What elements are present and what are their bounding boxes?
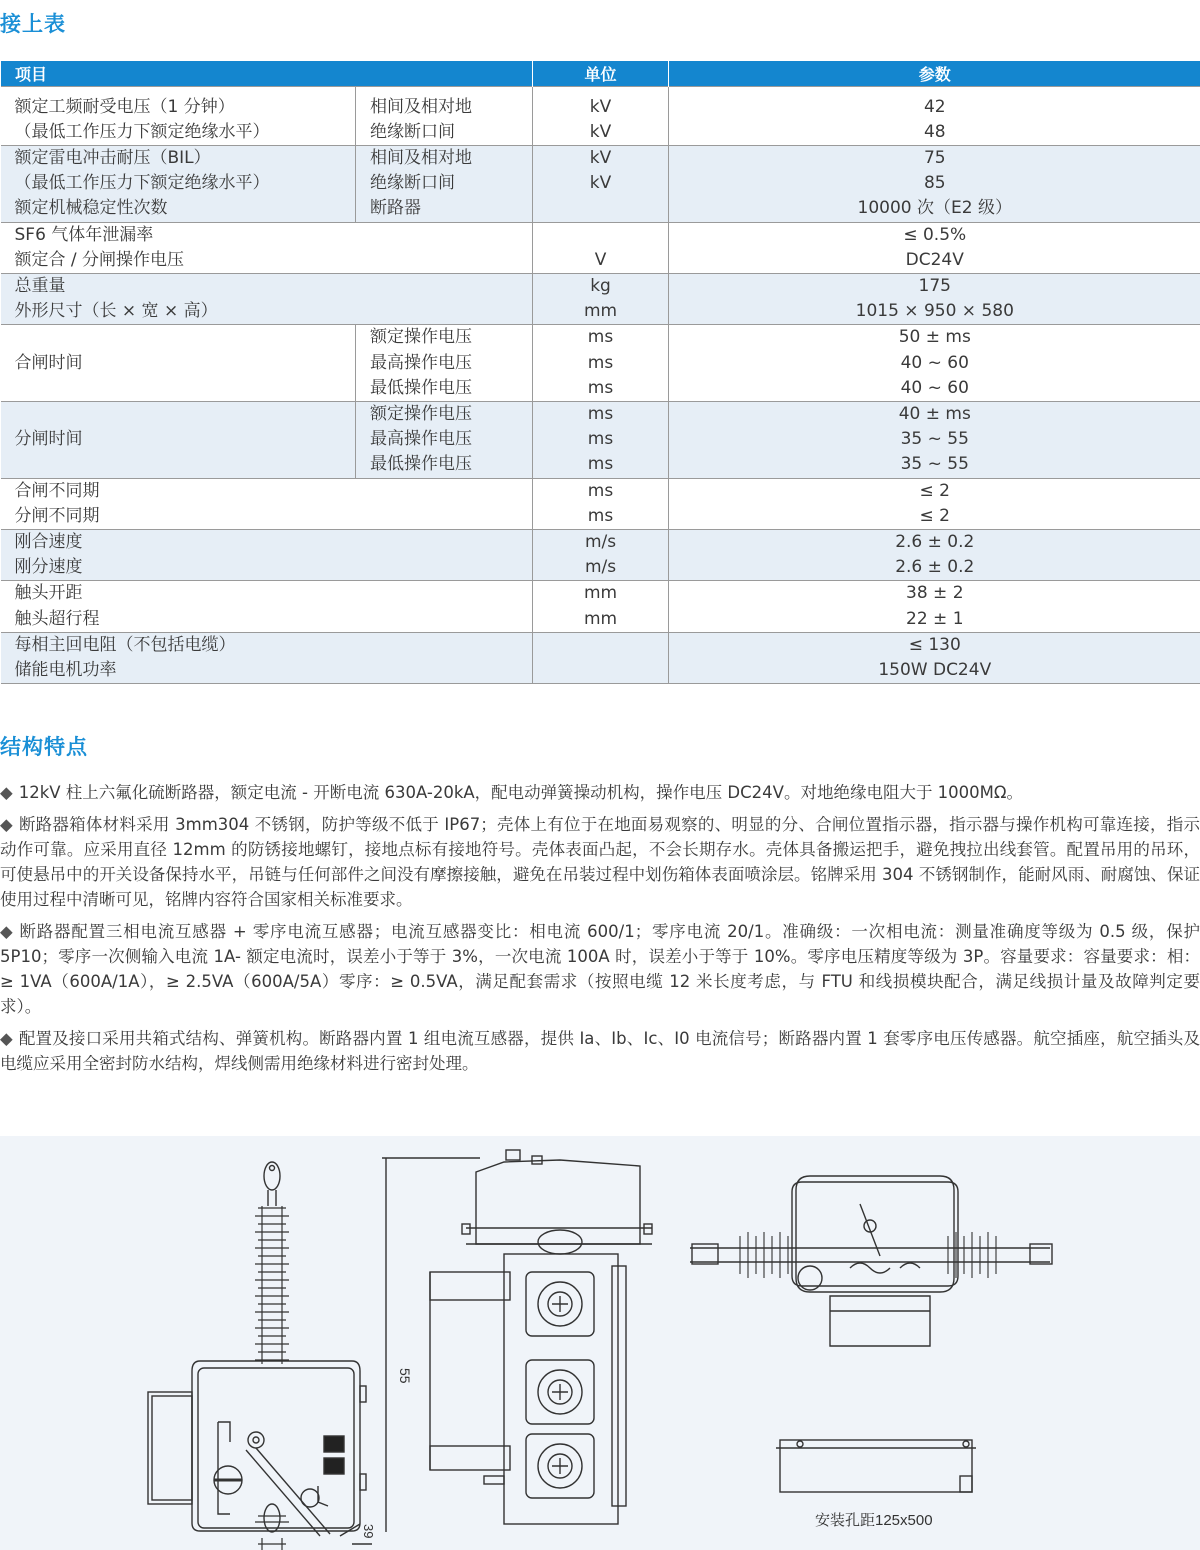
param-name: 刚分速度 bbox=[1, 555, 533, 581]
param-name: 分闸时间 bbox=[1, 427, 356, 452]
param-unit: ms bbox=[533, 376, 669, 402]
param-unit bbox=[533, 196, 669, 222]
param-unit: kV bbox=[533, 86, 669, 120]
param-name: 额定雷电冲击耐压（BIL） bbox=[1, 145, 356, 171]
param-condition: 额定操作电压 bbox=[356, 325, 533, 351]
param-name: 外形尺寸（长 × 宽 × 高） bbox=[1, 299, 533, 325]
diamond-bullet-icon: ◆ bbox=[0, 922, 14, 941]
table-row bbox=[1, 196, 1200, 222]
param-condition: 绝缘断口间 bbox=[356, 120, 533, 146]
header-unit: 单位 bbox=[533, 61, 669, 86]
table-row bbox=[1, 427, 1200, 452]
diamond-bullet-icon: ◆ bbox=[0, 815, 13, 834]
param-value: 175 bbox=[669, 273, 1200, 299]
param-condition: 断路器 bbox=[356, 196, 533, 222]
param-value: 2.6 ± 0.2 bbox=[669, 555, 1200, 581]
feature-item: ◆ 断路器箱体材料采用 3mm304 不锈钢，防护等级不低于 IP67；壳体上有位于在地面易观察的、明显的分、合闸位置指示器，指示器与操作机构可靠连接，指示动作可靠。应采用直径 12mm 的防锈接地螺钉，接地点标有接地符号。壳体表面凸起，不会长期存水。壳体具备搬运把手，避免拽拉出线套管。配置吊用的吊环，可使悬吊中的开关设备保持水平，吊链与任何部件之间没有摩擦接触，避免在吊装过程中划伤箱体表面喷涂层。铭牌采用 304 不锈钢制作，能耐风雨、耐腐蚀、保证使用过程中清晰可见，铭牌内容符合国家相关标准要求。 bbox=[0, 815, 1200, 909]
param-condition: 最低操作电压 bbox=[356, 452, 533, 478]
param-unit: ms bbox=[533, 427, 669, 452]
mounting-hole-label: 安装孔距125x500 bbox=[815, 1512, 933, 1529]
top-view-drawing bbox=[690, 1176, 1052, 1346]
param-unit bbox=[533, 632, 669, 658]
param-unit: m/s bbox=[533, 529, 669, 555]
mounting-plate-drawing bbox=[776, 1440, 976, 1492]
param-value: 2.6 ± 0.2 bbox=[669, 529, 1200, 555]
param-unit bbox=[533, 222, 669, 248]
param-name: 触头超行程 bbox=[14, 608, 100, 629]
param-name bbox=[1, 401, 356, 427]
param-value: 22 ± 1 bbox=[669, 607, 1200, 633]
table-row bbox=[1, 222, 1200, 248]
param-condition: 相间及相对地 bbox=[356, 145, 533, 171]
param-unit bbox=[533, 658, 669, 684]
table-row bbox=[1, 120, 1200, 146]
param-name: 额定机械稳定性次数 bbox=[1, 196, 356, 222]
param-value: 40 ~ 60 bbox=[669, 351, 1200, 376]
table-row bbox=[1, 529, 1200, 555]
param-unit: ms bbox=[533, 478, 669, 504]
param-unit: ms bbox=[533, 325, 669, 351]
table-row bbox=[1, 299, 1200, 325]
param-value: 48 bbox=[669, 120, 1200, 146]
table-row bbox=[1, 248, 1200, 274]
front-view-lower-insulator bbox=[255, 1516, 289, 1522]
header-value: 参数 bbox=[669, 61, 1200, 86]
param-condition: 最低操作电压 bbox=[356, 376, 533, 402]
param-value: 75 bbox=[669, 145, 1200, 171]
param-condition: 绝缘断口间 bbox=[356, 171, 533, 196]
param-condition: 最高操作电压 bbox=[356, 427, 533, 452]
param-value: 50 ± ms bbox=[669, 325, 1200, 351]
param-value: 85 bbox=[669, 171, 1200, 196]
param-name: 刚合速度 bbox=[1, 529, 533, 555]
param-value: 150W DC24V bbox=[669, 658, 1200, 684]
param-unit: kV bbox=[533, 171, 669, 196]
param-name: SF6 气体年泄漏率 bbox=[1, 222, 533, 248]
param-name: 合闸不同期 bbox=[1, 478, 533, 504]
param-unit: mm bbox=[533, 607, 669, 633]
param-name: 每相主回电阻（不包括电缆） bbox=[1, 632, 533, 658]
param-unit: m/s bbox=[533, 555, 669, 581]
outline-drawings bbox=[0, 1136, 1200, 1550]
param-unit: ms bbox=[533, 452, 669, 478]
param-value: 35 ~ 55 bbox=[669, 452, 1200, 478]
side-view-drawing bbox=[382, 1150, 652, 1532]
param-unit: kV bbox=[533, 120, 669, 146]
table-row bbox=[1, 581, 1200, 607]
param-name bbox=[1, 325, 356, 351]
section-title-continued-table: 接上表 bbox=[0, 12, 66, 36]
feature-item: ◆ 断路器配置三相电流互感器 + 零序电流互感器；电流互感器变比：相电流 600/1；零序电流 20/1。准确级：一次相电流：测量准确度等级为 0.5 级，保护 5P10；零序一次侧输入电流 1A- 额定电流时，误差小于等于 3%，一次电流 100A 时，误差小于等于 10%。零序电压精度等级为 3P。容量要求：容量要求：相：≥ 1VA（600A/1A），≥ 2.5VA（600A/5A）零序：≥ 0.5VA，满足配套需求（按照电缆 12 米长度考虑，与 FTU 和线损模块配合，满足线损计量及故障判定要求）。 bbox=[0, 922, 1200, 1016]
table-row bbox=[1, 478, 1200, 504]
param-condition: 最高操作电压 bbox=[356, 351, 533, 376]
table-row bbox=[1, 171, 1200, 196]
param-value: 42 bbox=[669, 86, 1200, 120]
param-name: 额定工频耐受电压（1 分钟） bbox=[1, 86, 356, 120]
param-name: 额定合 / 分闸操作电压 bbox=[14, 249, 185, 270]
technical-drawing-panel bbox=[0, 1136, 1200, 1550]
param-value: ≤ 2 bbox=[669, 504, 1200, 530]
feature-item: ◆ 配置及接口采用共箱式结构、弹簧机构。断路器内置 1 组电流互感器，提供 Ia、Ib、Ic、I0 电流信号；断路器内置 1 套零序电压传感器。航空插座，航空插头及电缆应采用全密封防水结构，焊线侧需用绝缘材料进行密封处理。 bbox=[0, 1029, 1200, 1073]
section-title-features: 结构特点 bbox=[0, 735, 88, 759]
param-value: ≤ 130 bbox=[669, 632, 1200, 658]
diamond-bullet-icon: ◆ bbox=[0, 783, 13, 802]
feature-item: ◆ 12kV 柱上六氟化硫断路器，额定电流 - 开断电流 630A-20kA，配电动弹簧操动机构，操作电压 DC24V。对地绝缘电阻大于 1000MΩ。 bbox=[0, 783, 1024, 802]
param-name: 储能电机功率 bbox=[1, 658, 533, 684]
table-row bbox=[1, 607, 1200, 633]
param-condition: 额定操作电压 bbox=[356, 401, 533, 427]
table-row bbox=[1, 632, 1200, 658]
dimension-label-small: 39 bbox=[361, 1524, 376, 1539]
table-header-row bbox=[1, 61, 1200, 86]
param-value: ≤ 2 bbox=[669, 478, 1200, 504]
param-name: （最低工作压力下额定绝缘水平） bbox=[1, 171, 356, 196]
table-row bbox=[1, 273, 1200, 299]
param-unit: kg bbox=[533, 273, 669, 299]
param-condition: 相间及相对地 bbox=[356, 86, 533, 120]
param-name bbox=[1, 452, 356, 478]
table-row bbox=[1, 401, 1200, 427]
param-name: 触头开距 bbox=[1, 581, 533, 607]
param-unit: V bbox=[533, 248, 669, 274]
param-value: 40 ~ 60 bbox=[669, 376, 1200, 402]
param-name: 合闸时间 bbox=[14, 352, 83, 373]
param-value: 38 ± 2 bbox=[669, 581, 1200, 607]
feature-list bbox=[0, 780, 1200, 1083]
spec-table bbox=[0, 61, 1200, 684]
param-name: 分闸不同期 bbox=[14, 505, 100, 526]
param-unit: kV bbox=[533, 145, 669, 171]
param-unit: ms bbox=[533, 351, 669, 376]
param-unit: mm bbox=[533, 581, 669, 607]
dimension-label-height: 55 bbox=[397, 1368, 413, 1384]
table-row bbox=[1, 145, 1200, 171]
front-view-drawing bbox=[148, 1162, 372, 1550]
table-row bbox=[1, 376, 1200, 402]
param-unit: ms bbox=[533, 504, 669, 530]
param-value: 40 ± ms bbox=[669, 401, 1200, 427]
param-value: ≤ 0.5% bbox=[669, 222, 1200, 248]
param-value: DC24V bbox=[669, 248, 1200, 274]
table-row bbox=[1, 555, 1200, 581]
param-name bbox=[1, 376, 356, 402]
param-name: 总重量 bbox=[1, 273, 533, 299]
param-unit: ms bbox=[533, 401, 669, 427]
param-name: （最低工作压力下额定绝缘水平） bbox=[14, 121, 270, 142]
diamond-bullet-icon: ◆ bbox=[0, 1029, 13, 1048]
table-row bbox=[1, 658, 1200, 684]
table-row bbox=[1, 351, 1200, 376]
side-view-connectors bbox=[526, 1272, 594, 1498]
param-value: 1015 × 950 × 580 bbox=[669, 299, 1200, 325]
param-value: 10000 次（E2 级） bbox=[669, 196, 1200, 222]
table-row bbox=[1, 504, 1200, 530]
param-value: 35 ~ 55 bbox=[669, 427, 1200, 452]
param-unit: mm bbox=[533, 299, 669, 325]
header-item: 项目 bbox=[1, 61, 533, 86]
table-row bbox=[1, 452, 1200, 478]
table-row bbox=[1, 86, 1200, 120]
table-row bbox=[1, 325, 1200, 351]
